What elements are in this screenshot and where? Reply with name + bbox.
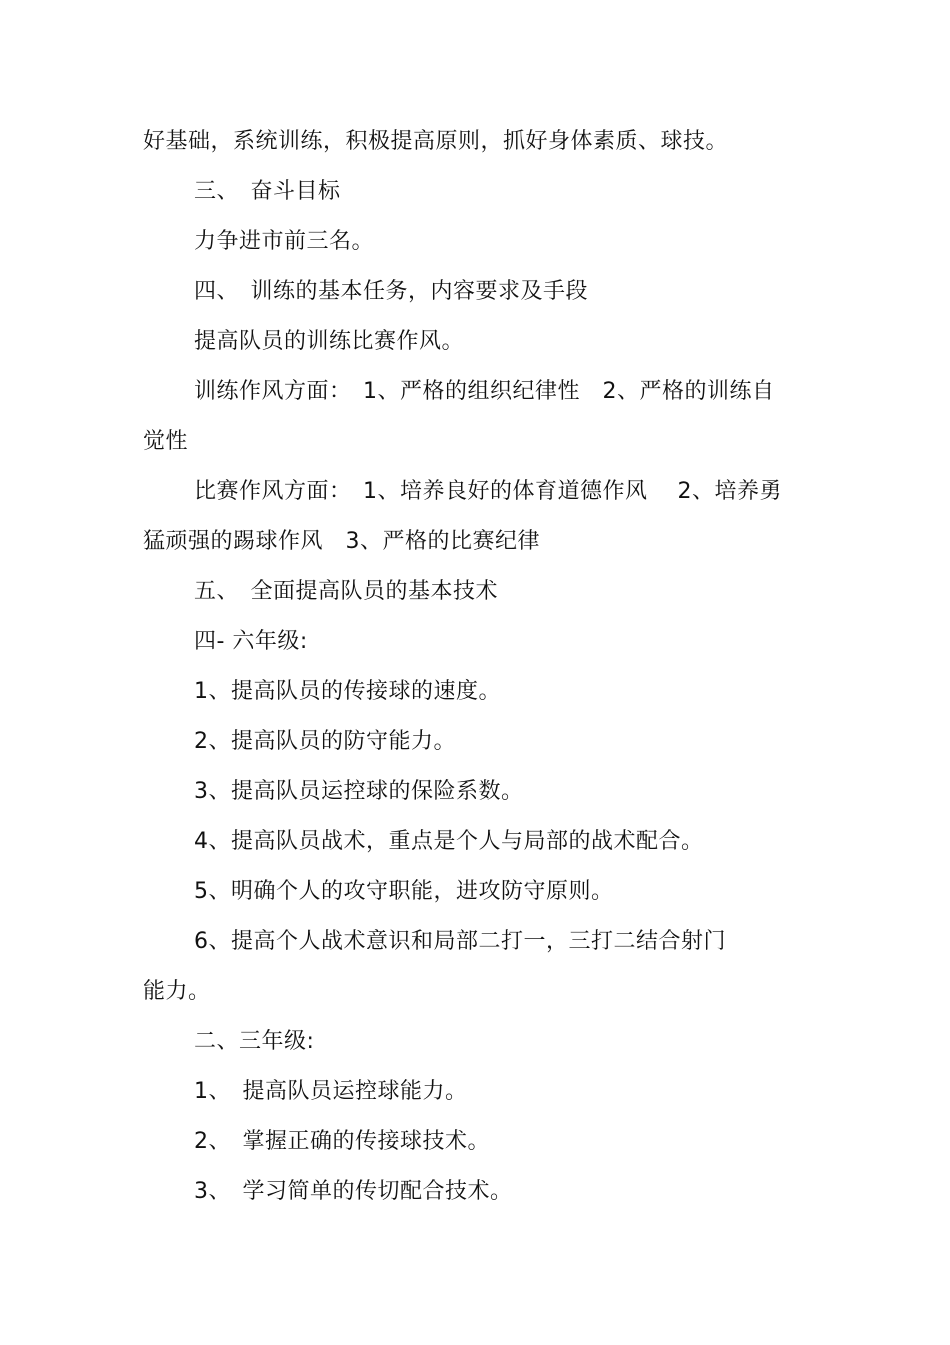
text-line: 好基础，系统训练，积极提高原则，抓好身体素质、球技。 (143, 129, 729, 154)
section-heading: 四、 训练的基本任务，内容要求及手段 (194, 279, 589, 304)
list-item: 1、提高队员的传接球的速度。 (194, 679, 501, 704)
section-heading: 三、 奋斗目标 (194, 179, 341, 204)
text-line: 力争进市前三名。 (194, 229, 375, 254)
text-line: 能力。 (143, 979, 211, 1004)
text-line: 猛顽强的踢球作风 3、严格的比赛纪律 (143, 529, 540, 554)
text-line: 觉性 (143, 429, 189, 454)
text-line: 训练作风方面： 1、严格的组织纪律性 2、严格的训练自 (194, 379, 775, 404)
section-heading: 五、 全面提高队员的基本技术 (194, 579, 499, 604)
list-item: 5、明确个人的攻守职能，进攻防守原则。 (194, 879, 614, 904)
list-item: 3、提高队员运控球的保险系数。 (194, 779, 524, 804)
text-line: 比赛作风方面： 1、培养良好的体育道德作风 2、培养勇 (194, 479, 782, 504)
subheading: 四- 六年级: (194, 629, 308, 654)
list-item: 2、提高队员的防守能力。 (194, 729, 456, 754)
text-line: 提高队员的训练比赛作风。 (194, 329, 465, 354)
subheading: 二、三年级: (194, 1029, 315, 1054)
list-item: 1、 提高队员运控球能力。 (194, 1079, 468, 1104)
list-item: 3、 学习简单的传切配合技术。 (194, 1179, 513, 1204)
list-item: 6、提高个人战术意识和局部二打一，三打二结合射门 (194, 929, 726, 954)
list-item: 4、提高队员战术，重点是个人与局部的战术配合。 (194, 829, 704, 854)
list-item: 2、 掌握正确的传接球技术。 (194, 1129, 490, 1154)
